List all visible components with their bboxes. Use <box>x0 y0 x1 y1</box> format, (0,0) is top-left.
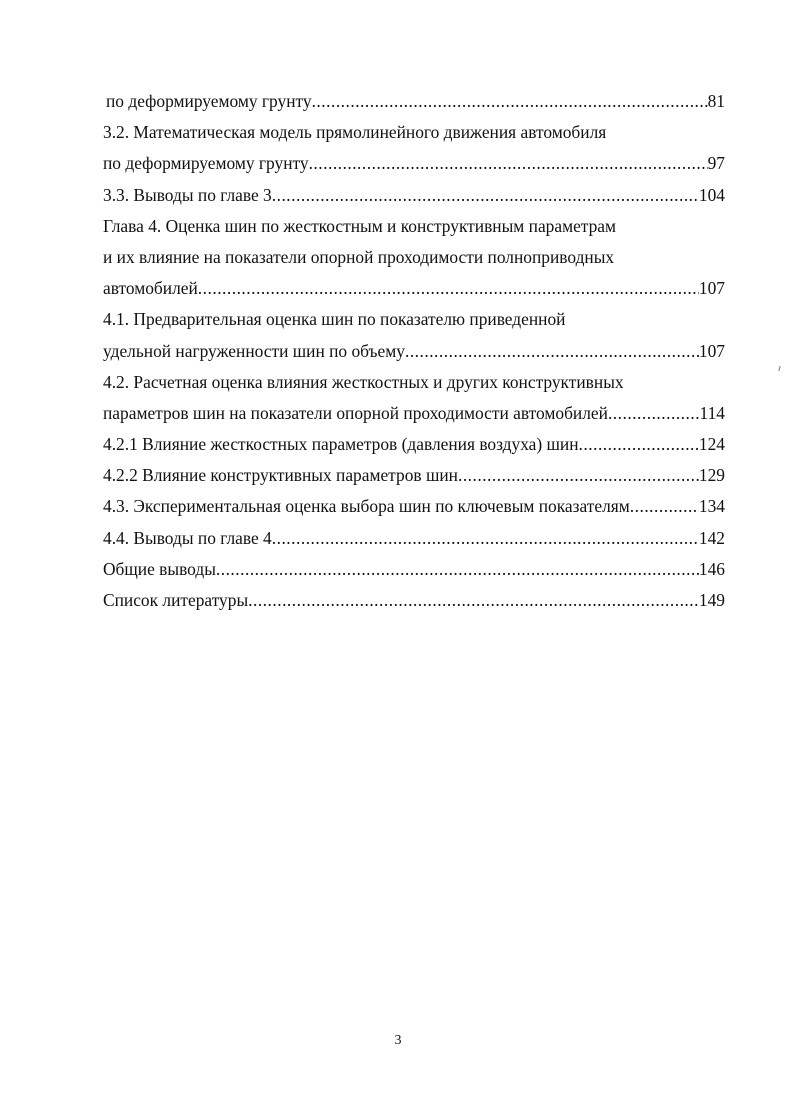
toc-entry-title: по деформируемому грунту <box>106 91 312 111</box>
toc-dot-leader <box>405 336 699 367</box>
toc-entry-title: по деформируемому грунту <box>103 153 309 174</box>
toc-entry <box>103 491 725 522</box>
toc-entry-title: Общие выводы <box>103 558 216 579</box>
toc-entry <box>103 585 725 616</box>
toc-dot-leader <box>272 523 699 554</box>
toc-entry-page: 107 <box>698 278 725 299</box>
toc-entry-page: 129 <box>698 465 725 486</box>
toc-entry <box>103 554 725 585</box>
toc-entry-page: 124 <box>698 434 725 455</box>
toc-dot-leader <box>309 148 708 179</box>
toc-entry-title: 3.2. Математическая модель прямолинейного движения автомобиля <box>103 122 607 143</box>
page-number: 3 <box>394 1033 402 1048</box>
toc-entry-title: Глава 4. Оценка шин по жесткостным и конструктивным параметрам <box>103 215 617 236</box>
toc-dot-leader <box>272 180 699 211</box>
toc-entry-title: 4.2. Расчетная оценка влияния жесткостных и других конструктивных <box>103 371 624 392</box>
toc-entry-title: 4.3. Экспериментальная оценка выбора шин по ключевым показателям <box>103 496 630 517</box>
toc-entry-title: 4.2.2 Влияние конструктивных параметров шин <box>103 465 458 486</box>
toc-dot-leader <box>579 429 699 460</box>
toc-entry <box>103 180 725 211</box>
toc-entry <box>103 460 725 491</box>
toc-entry <box>103 148 725 179</box>
scan-mark <box>778 366 780 371</box>
toc-entry <box>103 523 725 554</box>
toc-entry <box>103 86 725 117</box>
toc-dot-leader <box>248 585 699 616</box>
toc-entry <box>103 304 725 335</box>
toc-entry <box>103 273 725 304</box>
toc-entry <box>103 336 725 367</box>
toc-entry-title: 3.3. Выводы по главе 3 <box>103 184 272 205</box>
toc-entry-title: 4.1. Предварительная оценка шин по показателю приведенной <box>103 309 566 330</box>
toc-entry-page: 107 <box>698 340 725 361</box>
toc-entry-title: 4.2.1 Влияние жесткостных параметров (давления воздуха) шин <box>103 434 579 455</box>
toc-entry <box>103 367 725 398</box>
toc-entry <box>103 211 725 242</box>
toc-entry-title: Список литературы <box>103 590 249 610</box>
toc-entry-page: 142 <box>698 527 725 548</box>
toc-entry-title: автомобилей <box>103 278 198 299</box>
toc-entry <box>103 117 725 148</box>
toc-dot-leader <box>312 86 708 117</box>
table-of-contents <box>103 86 725 616</box>
toc-entry-page: 146 <box>698 558 725 579</box>
toc-entry-page: 97 <box>707 153 725 174</box>
toc-dot-leader <box>458 460 699 491</box>
toc-entry <box>103 429 725 460</box>
toc-dot-leader <box>216 554 699 585</box>
toc-entry-title: и их влияние на показатели опорной проходимости полноприводных <box>103 246 615 267</box>
toc-entry <box>103 398 725 429</box>
toc-entry-page: 149 <box>698 590 725 610</box>
toc-entry-page: 114 <box>699 402 725 423</box>
toc-entry-page: 104 <box>698 184 725 205</box>
toc-entry-title: параметров шин на показатели опорной проходимости автомобилей <box>103 402 608 423</box>
toc-dot-leader <box>608 398 700 429</box>
toc-entry-page: 81 <box>707 91 725 111</box>
toc-entry-title: 4.4. Выводы по главе 4 <box>103 527 272 548</box>
toc-entry-title: удельной нагруженности шин по объему <box>103 340 405 361</box>
toc-dot-leader <box>630 491 699 522</box>
toc-entry-page: 134 <box>698 496 725 517</box>
toc-entry <box>103 242 725 273</box>
toc-dot-leader <box>198 273 699 304</box>
